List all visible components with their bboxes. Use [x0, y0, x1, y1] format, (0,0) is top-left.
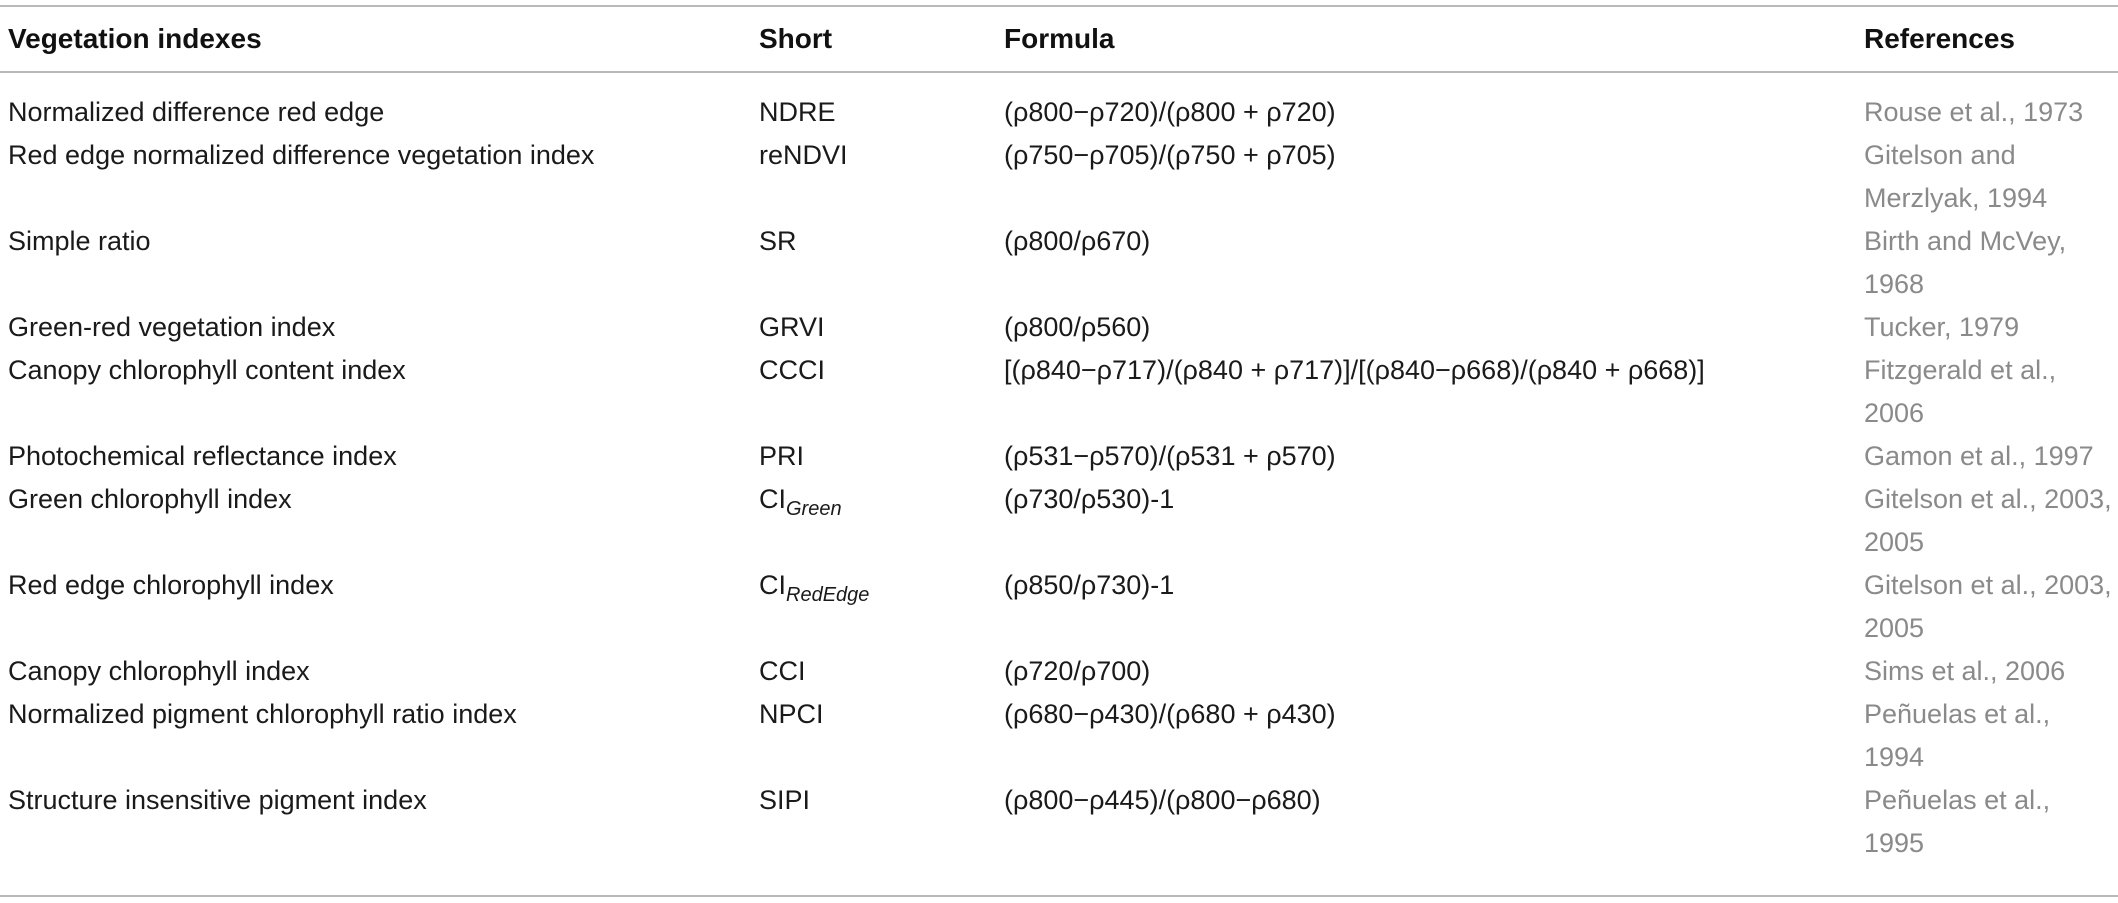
cell-short [751, 478, 1002, 564]
short-name: reNDVI [759, 140, 848, 170]
cell-reference: Fitzgerald et al., 2006 [1864, 355, 2057, 428]
cell-formula: (ρ800/ρ670) [1004, 226, 1151, 256]
cell-reference: Rouse et al., 1973 [1864, 97, 2084, 127]
cell-formula: (ρ800−ρ720)/(ρ800 + ρ720) [1004, 97, 1336, 127]
header-references: References [1864, 23, 2015, 54]
short-name: CI [759, 570, 786, 600]
table-row [0, 71, 2118, 134]
vegetation-index-table [0, 7, 2118, 865]
cell-reference: Gamon et al., 1997 [1864, 441, 2094, 471]
table-row [0, 134, 2118, 220]
table-bottom-rule [0, 895, 2118, 897]
table-row [0, 478, 2118, 564]
cell-reference: Gitelson et al., 2003, 2005 [1864, 484, 2112, 557]
short-name: SR [759, 226, 797, 256]
cell-reference: Gitelson et al., 2003, 2005 [1864, 570, 2112, 643]
cell-formula: (ρ750−ρ705)/(ρ750 + ρ705) [1004, 140, 1336, 170]
table-row [0, 349, 2118, 435]
header-formula: Formula [1004, 23, 1115, 54]
short-name: NPCI [759, 699, 824, 729]
cell-vegetation-index: Green-red vegetation index [8, 312, 336, 342]
cell-formula: (ρ531−ρ570)/(ρ531 + ρ570) [1004, 441, 1336, 471]
short-name: NDRE [759, 97, 836, 127]
cell-formula: (ρ800/ρ560) [1004, 312, 1151, 342]
cell-vegetation-index: Structure insensitive pigment index [8, 785, 427, 815]
cell-short [751, 220, 1002, 306]
cell-formula: (ρ800−ρ445)/(ρ800−ρ680) [1004, 785, 1321, 815]
cell-short [751, 349, 1002, 435]
table-row [0, 306, 2118, 349]
cell-vegetation-index: Canopy chlorophyll content index [8, 355, 406, 385]
cell-formula: (ρ680−ρ430)/(ρ680 + ρ430) [1004, 699, 1336, 729]
cell-vegetation-index: Red edge normalized difference vegetation index [8, 140, 595, 170]
cell-reference: Birth and McVey, 1968 [1864, 226, 2067, 299]
cell-vegetation-index: Green chlorophyll index [8, 484, 292, 514]
table-row [0, 693, 2118, 779]
table-body [0, 71, 2118, 865]
cell-short [751, 564, 1002, 650]
cell-formula: (ρ850/ρ730)-1 [1004, 570, 1175, 600]
cell-vegetation-index: Canopy chlorophyll index [8, 656, 310, 686]
cell-vegetation-index: Normalized pigment chlorophyll ratio index [8, 699, 517, 729]
short-name: CCCI [759, 355, 825, 385]
cell-vegetation-index: Normalized difference red edge [8, 97, 385, 127]
short-name-subscript: Green [786, 498, 842, 520]
header-vegetation-indexes: Vegetation indexes [8, 23, 262, 54]
table-row [0, 564, 2118, 650]
short-name: CI [759, 484, 786, 514]
cell-formula: (ρ730/ρ530)-1 [1004, 484, 1175, 514]
cell-reference: Tucker, 1979 [1864, 312, 2020, 342]
table-row [0, 650, 2118, 693]
short-name: GRVI [759, 312, 825, 342]
table-row [0, 435, 2118, 478]
header-short: Short [759, 23, 833, 54]
cell-formula: [(ρ840−ρ717)/(ρ840 + ρ717)]/[(ρ840−ρ668)/(ρ840 + ρ668)] [1004, 355, 1705, 385]
cell-reference: Sims et al., 2006 [1864, 656, 2066, 686]
short-name: CCI [759, 656, 806, 686]
cell-short [751, 650, 1002, 693]
cell-short [751, 306, 1002, 349]
cell-short [751, 435, 1002, 478]
table-row [0, 779, 2118, 865]
short-name: PRI [759, 441, 805, 471]
cell-formula: (ρ720/ρ700) [1004, 656, 1151, 686]
cell-reference: Gitelson and Merzlyak, 1994 [1864, 140, 2048, 213]
table-header-row [0, 7, 2118, 71]
cell-vegetation-index: Simple ratio [8, 226, 151, 256]
cell-short [751, 71, 1002, 134]
short-name-subscript: RedEdge [786, 584, 870, 606]
table-row [0, 220, 2118, 306]
cell-short [751, 779, 1002, 865]
cell-short [751, 134, 1002, 220]
cell-reference: Peñuelas et al., 1994 [1864, 699, 2051, 772]
cell-vegetation-index: Photochemical reflectance index [8, 441, 397, 471]
cell-vegetation-index: Red edge chlorophyll index [8, 570, 334, 600]
cell-short [751, 693, 1002, 779]
short-name: SIPI [759, 785, 811, 815]
cell-reference: Peñuelas et al., 1995 [1864, 785, 2051, 858]
